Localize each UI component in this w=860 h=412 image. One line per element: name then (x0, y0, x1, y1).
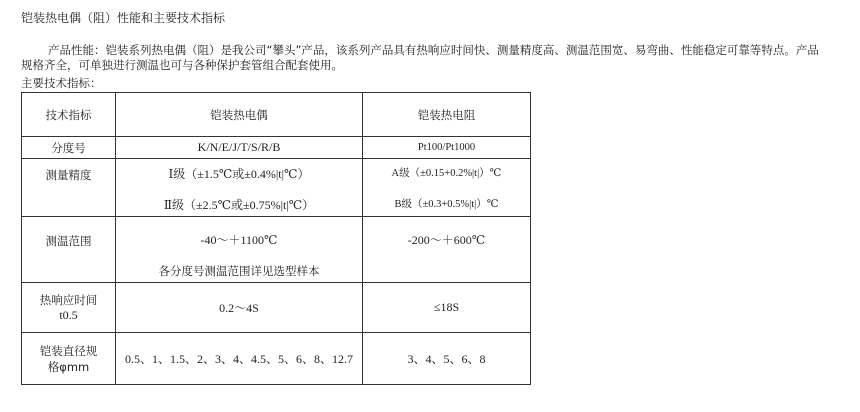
response-thermocouple: 0.2～4S (116, 283, 363, 333)
response-label-2: t0.5 (59, 308, 78, 322)
accuracy-label-cell (22, 159, 116, 217)
intro-line-1: 产品性能：铠装系列热电偶（阻）是我公司“攀头”产品，该系列产品具有热响应时间快、测量精度高、测温范围宽、易弯曲、性能稳定可靠等特点。产品 (48, 43, 819, 57)
diameter-label-1: 铠装直径规 (39, 343, 98, 358)
diameter-rtd: 3、4、5、6、8 (363, 333, 531, 385)
response-rtd: ≤18S (363, 283, 531, 333)
grade-thermocouple: K/N/E/J/T/S/R/B (116, 137, 363, 159)
table-row-range (22, 217, 531, 283)
accuracy-rtd-class-b: B级（±0.3+0.5%|t|）℃ (394, 199, 499, 210)
range-thermocouple-cell (116, 217, 363, 283)
range-rtd: -200～＋600℃ (407, 233, 486, 247)
range-note: 各分度号测温范围详见选型样本 (158, 264, 320, 278)
header-rtd: 铠装热电阻 (363, 93, 531, 137)
table-row-diameter (22, 333, 531, 385)
diameter-label-cell (22, 333, 116, 385)
response-label-1: 热响应时间 (39, 293, 98, 307)
grade-rtd: Pt100/Pt1000 (363, 137, 531, 159)
page-title: 铠装热电偶（阻）性能和主要技术指标 (21, 11, 226, 25)
accuracy-thermocouple-class2: Ⅱ级（±2.5℃或±0.75%|t|℃） (163, 198, 315, 212)
diameter-label-2: 格φmm (47, 359, 90, 374)
section-label: 主要技术指标： (21, 76, 102, 90)
range-label-cell (22, 217, 116, 283)
grade-label: 分度号 (22, 137, 116, 159)
response-label-cell (22, 283, 116, 333)
accuracy-rtd-cell (363, 159, 531, 217)
diameter-thermocouple: 0.5、1、1.5、2、3、4、4.5、5、6、8、12.7 (116, 333, 363, 385)
accuracy-rtd-class-a: A级（±0.15+0.2%|t|）℃ (391, 168, 502, 179)
header-spec: 技术指标 (22, 93, 116, 137)
header-thermocouple: 铠装热电偶 (116, 93, 363, 137)
intro-paragraph (21, 43, 851, 73)
accuracy-thermocouple-cell (116, 159, 363, 217)
table-header-row (22, 93, 531, 137)
intro-line-2: 规格齐全，可单独进行测温也可与各种保护套管组合配套使用。 (21, 58, 343, 72)
table-row-accuracy (22, 159, 531, 217)
accuracy-thermocouple-class1: Ⅰ级（±1.5℃或±0.4%|t|℃） (168, 167, 310, 181)
table-row-response (22, 283, 531, 333)
range-thermocouple: -40～＋1100℃ (200, 233, 278, 247)
table-row-grade (22, 137, 531, 159)
range-label: 测温范围 (45, 234, 92, 248)
range-rtd-cell (363, 217, 531, 283)
spec-table (21, 92, 531, 385)
accuracy-label: 测量精度 (45, 168, 92, 182)
